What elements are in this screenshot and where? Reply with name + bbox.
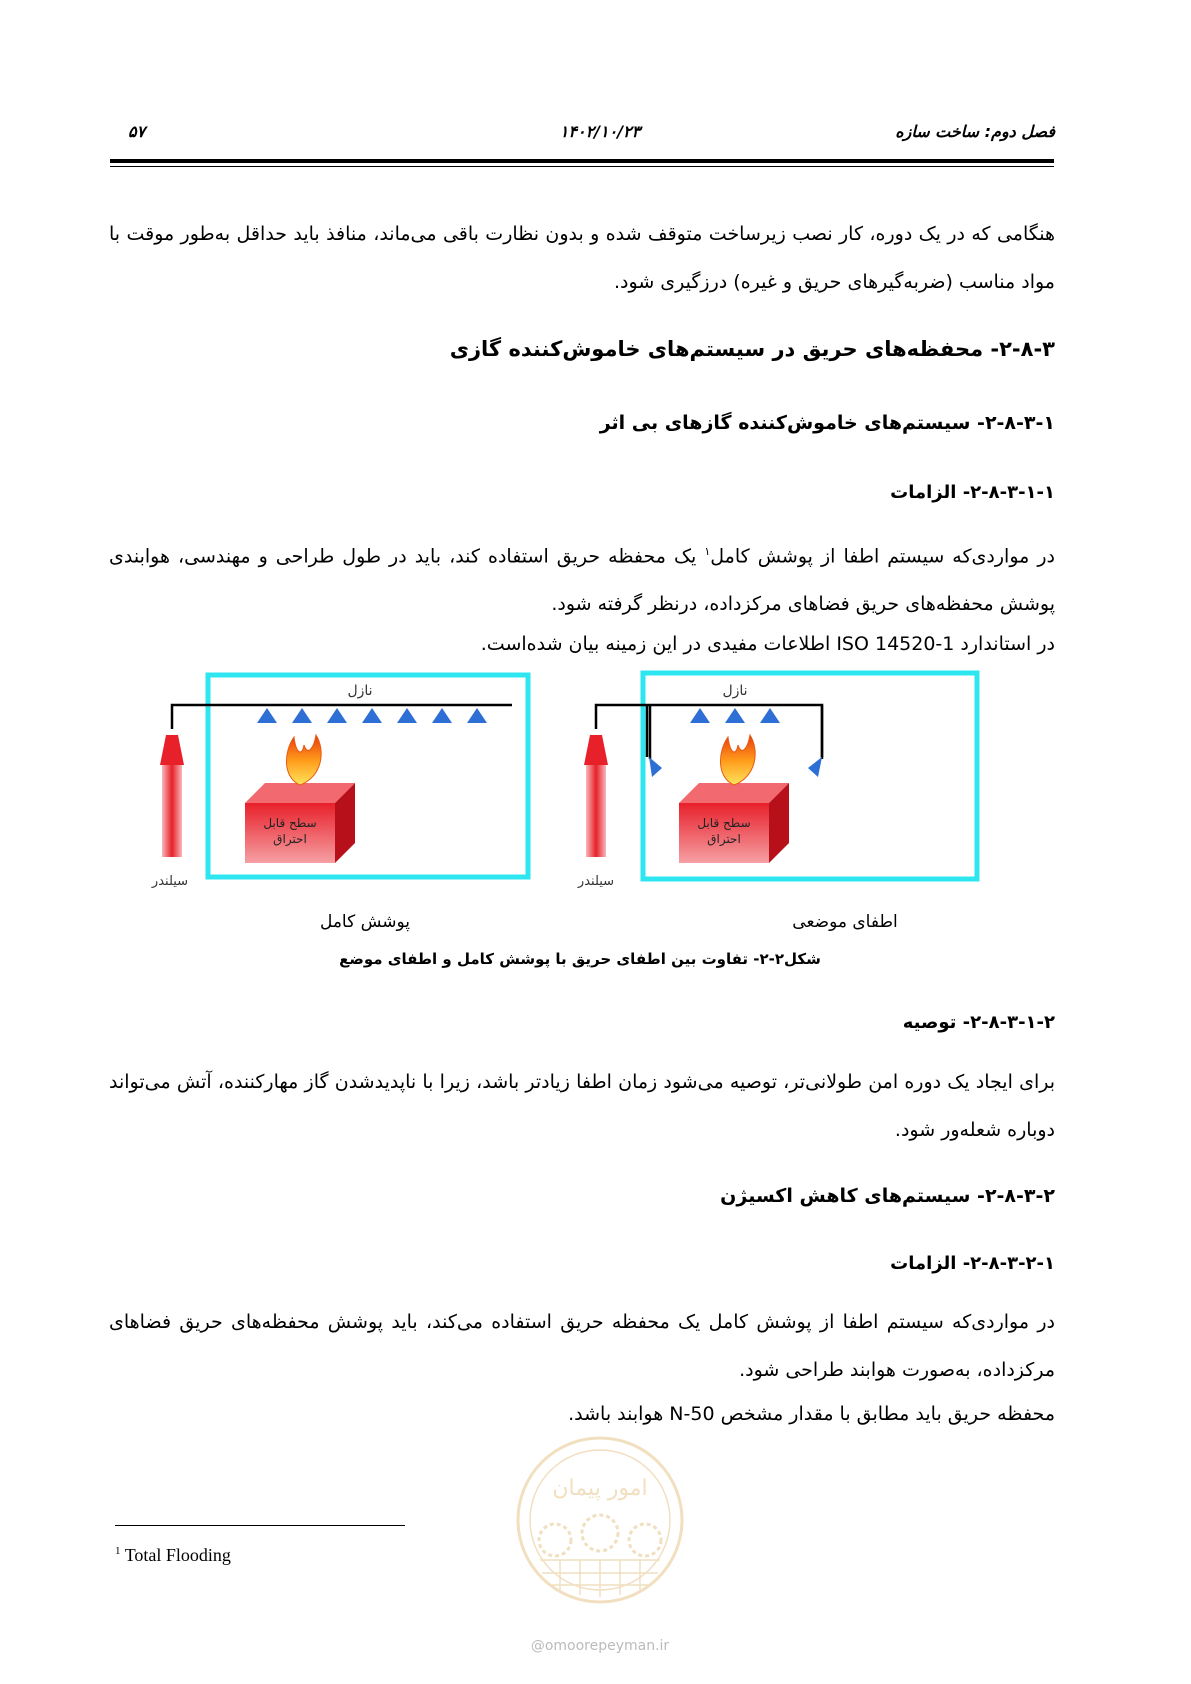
nozzle-label: نازل <box>722 683 748 699</box>
pipe <box>596 705 822 759</box>
label-local-application: اطفای موضعی <box>792 912 898 932</box>
paragraph-intro: هنگامی که در یک دوره، کار نصب زیرساخت متوقف شده و بدون نظارت باقی می‌ماند، منافذ باید حداقل به‌طور موقت با مواد مناسب (ضربه‌گیرهای حریق و غیره) درزگیری شود. <box>109 223 1055 293</box>
nozzle-icon <box>690 708 710 723</box>
footnote-number: 1 <box>115 1545 121 1557</box>
paragraph-oxygen: در مواردی‌که سیستم اطفا از پوشش کامل یک محفظه حریق استفاده می‌کند، باید پوشش محفظه‌های حریق فضاهای مرکزداده، به‌صورت هوابند طراحی شود. <box>109 1311 1055 1381</box>
nozzle-icon <box>808 757 822 777</box>
surface-label-1: سطح قابل <box>263 816 317 830</box>
nozzle-icon <box>725 708 745 723</box>
heading-oxygen-reduction: ۲-۸-۳-۲- سیستم‌های کاهش اکسیژن <box>720 1185 1055 1207</box>
paragraph-text-a: در مواردی‌که سیستم اطفا از پوشش کامل <box>710 545 1055 568</box>
cylinder-label: سیلندر <box>577 874 615 889</box>
nozzle-icon <box>649 757 662 777</box>
figure-caption: شکل۲-۲- تفاوت بین اطفای حریق با پوشش کامل و اطفای موضع <box>339 950 821 968</box>
paragraph-text-b: یک محفظه حریق استفاده کند، باید در طول طراحی و مهندسی، هوابندی پوشش محفظه‌های حریق فضاهای مرکزداده، درنظر گرفته شود. <box>109 545 1055 616</box>
figure-diagram <box>150 665 1050 905</box>
flame-icon <box>286 735 321 785</box>
heading-section-3: ۲-۸-۳- محفظه‌های حریق در سیستم‌های خاموش‌کننده گازی <box>449 337 1055 361</box>
heading-requirements-2: ۲-۸-۳-۲-۱- الزامات <box>890 1253 1055 1274</box>
cylinder-icon <box>160 735 184 857</box>
cylinder-label: سیلندر <box>151 874 189 889</box>
nozzle-icon <box>362 708 382 723</box>
nozzle-icon <box>327 708 347 723</box>
nozzle-icon <box>257 708 277 723</box>
nozzle-icon <box>292 708 312 723</box>
paragraph-total-flooding <box>109 528 1055 628</box>
surface-label-2: احتراق <box>273 832 307 846</box>
header-rule-thin <box>110 166 1054 167</box>
paragraph-recommendation: برای ایجاد یک دوره امن طولانی‌تر، توصیه می‌شود زمان اطفا زیادتر باشد، زیرا با ناپدیدشدن گاز مهارکننده، آتش می‌تواند دوباره شعله‌ور شود. <box>109 1071 1055 1141</box>
watermark-site: @omoorepeyman.ir <box>530 1638 670 1654</box>
footnote-ref[interactable]: ۱ <box>704 545 711 558</box>
footnote-rule <box>115 1525 405 1526</box>
watermark-logo <box>500 1425 700 1635</box>
watermark-text: امور پیمان <box>552 1476 648 1501</box>
header-date: ۱۴۰۲/۱۰/۲۳ <box>559 122 641 141</box>
nozzle-label: نازل <box>347 683 373 699</box>
footnote-text: Total Flooding <box>124 1545 231 1565</box>
diagram-local-application <box>577 673 977 889</box>
surface-label-1: سطح قابل <box>697 816 751 830</box>
heading-section-3-1: ۲-۸-۳-۱- سیستم‌های خاموش‌کننده گازهای بی اثر <box>599 412 1055 434</box>
footnote <box>115 1545 231 1566</box>
flame-icon <box>720 735 755 785</box>
nozzle-icon <box>760 708 780 723</box>
heading-requirements-1: ۲-۸-۳-۱-۱- الزامات <box>890 482 1055 503</box>
cylinder-icon <box>584 735 608 857</box>
paragraph-iso: در استاندارد ISO 14520-1 اطلاعات مفیدی در این زمینه بیان شده‌است. <box>480 633 1055 655</box>
chapter-title: فصل دوم: ساخت سازه <box>895 122 1055 141</box>
header-rule-thick <box>110 159 1054 163</box>
nozzles <box>257 708 487 723</box>
paragraph-n50: محفظه حریق باید مطابق با مقدار مشخص N-50 هوابند باشد. <box>568 1403 1055 1425</box>
label-total-flooding: پوشش کامل <box>319 912 411 932</box>
surface-label-2: احتراق <box>707 832 741 846</box>
nozzle-icon <box>432 708 452 723</box>
nozzle-icon <box>467 708 487 723</box>
nozzle-icon <box>397 708 417 723</box>
page-number: ۵۷ <box>128 122 146 141</box>
heading-recommendation: ۲-۸-۳-۱-۲- توصیه <box>902 1012 1055 1033</box>
diagram-total-flooding <box>151 675 528 889</box>
